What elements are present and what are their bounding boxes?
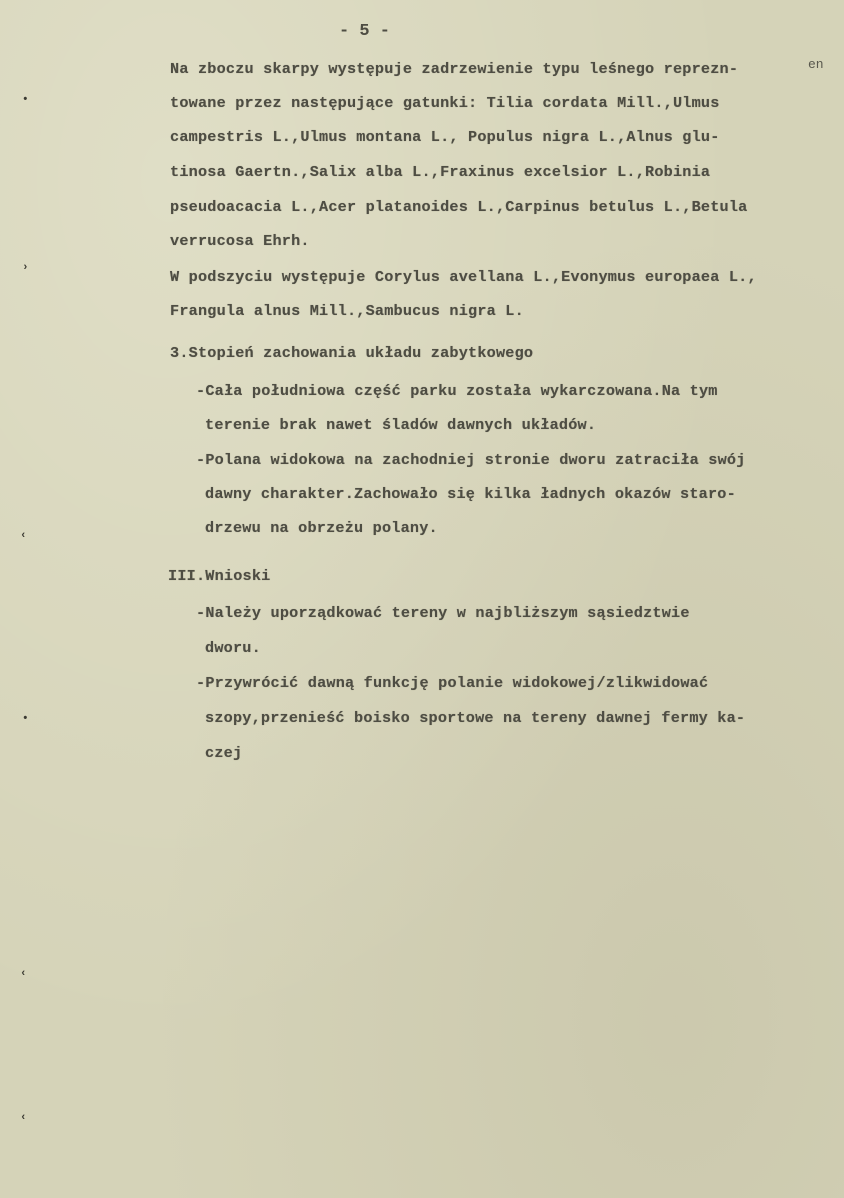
text-line: verrucosa Ehrh. [170, 232, 310, 250]
text-line: towane przez następujące gatunki: Tilia cordata Mill.,Ulmus [170, 94, 720, 112]
text-line: czej [205, 744, 243, 762]
text-line: dworu. [205, 639, 261, 657]
text-line: drzewu na obrzeżu polany. [205, 519, 438, 537]
section-heading: III.Wnioski [168, 567, 271, 585]
text-line: -Polana widokowa na zachodniej stronie dworu zatraciła swój [196, 451, 746, 469]
margin-mark: • [22, 94, 29, 106]
margin-mark: • [22, 713, 29, 725]
margin-mark: ‹ [20, 530, 27, 542]
text-line: -Przywrócić dawną funkcję polanie widokowej/zlikwidować [196, 674, 709, 692]
text-line: -Cała południowa część parku została wykarczowana.Na tym [196, 382, 718, 400]
margin-mark: › [22, 262, 29, 274]
text-line: terenie brak nawet śladów dawnych układów. [205, 416, 597, 434]
text-line: Frangula alnus Mill.,Sambucus nigra L. [170, 302, 524, 320]
text-line: pseudoacacia L.,Acer platanoides L.,Carpinus betulus L.,Betula [170, 198, 748, 216]
text-line: campestris L.,Ulmus montana L., Populus nigra L.,Alnus glu- [170, 128, 720, 146]
section-heading: 3.Stopień zachowania układu zabytkowego [170, 344, 534, 362]
text-line: tinosa Gaertn.,Salix alba L.,Fraxinus excelsior L.,Robinia [170, 163, 711, 181]
superscript-correction: en [808, 57, 824, 72]
text-line: W podszyciu występuje Corylus avellana L.,Evonymus europaea L., [170, 268, 757, 286]
page-number: - 5 - [339, 22, 391, 41]
text-line: dawny charakter.Zachowało się kilka ładnych okazów staro- [205, 485, 736, 503]
text-line: -Należy uporządkować tereny w najbliższym sąsiedztwie [196, 604, 690, 622]
margin-mark: ‹ [20, 968, 27, 980]
text-line: szopy,przenieść boisko sportowe na tereny dawnej fermy ka- [205, 709, 746, 727]
margin-mark: ‹ [20, 1112, 27, 1124]
text-line: Na zboczu skarpy występuje zadrzewienie typu leśnego reprezn- [170, 60, 739, 78]
